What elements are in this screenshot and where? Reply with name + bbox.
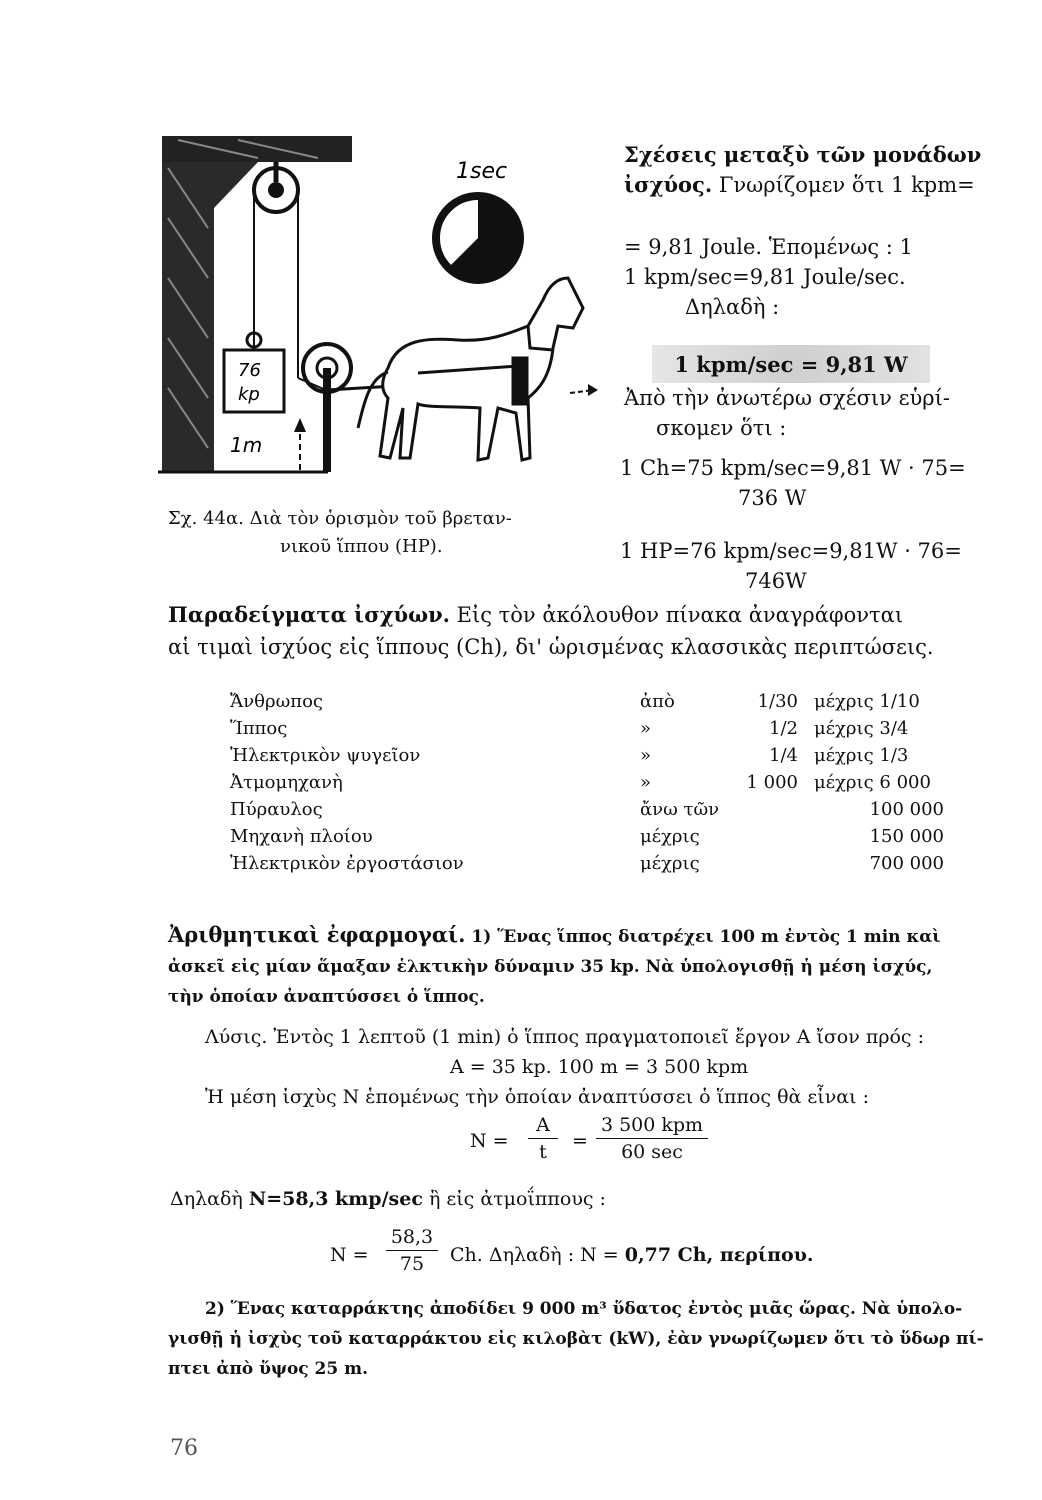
applications-heading: Ἀριθμητικαὶ ἐφαρμογαί. — [168, 922, 466, 947]
table-row — [230, 823, 944, 850]
row-name: Ἠλεκτρικὸν ἐργοστάσιον — [230, 853, 464, 874]
equation-hp-result: 746W — [745, 569, 807, 593]
caption-line-2: νικοῦ ἵππου (HP). — [280, 536, 443, 557]
result-value: N=58,3 kmp/sec — [248, 1188, 423, 1210]
relations-heading-line — [624, 140, 984, 200]
relations-line-1: Γνωρίζομεν ὅτι 1 kpm= — [718, 173, 975, 197]
row-prefix: ἀπὸ — [640, 691, 675, 712]
fraction-work-over-time — [596, 1114, 708, 1163]
relations-line-5: Ἀπὸ τὴν ἀνωτέρω σχέσιν εὑρί- — [624, 386, 950, 410]
fraction-denominator: t — [539, 1141, 547, 1163]
page-number: 76 — [170, 1436, 198, 1461]
row-name: Πύραυλος — [230, 799, 323, 820]
row-to: 1/3 — [879, 745, 909, 766]
row-value: 700 000 — [869, 853, 944, 874]
solution-label: Λύσις. — [205, 1026, 268, 1048]
row-prefix: μέχρις — [640, 853, 700, 874]
row-to: 6 000 — [879, 772, 931, 793]
application-1-line-3: τὴν ὁποίαν ἀναπτύσσει ὁ ἵππος. — [168, 987, 485, 1007]
application-1-text-1: 1) Ἕνας ἵππος διατρέχει 100 m ἐντὸς 1 min καὶ — [471, 927, 941, 947]
weight-label-unit: kp — [238, 384, 260, 405]
solution-line-3: Ἡ μέση ἰσχὺς N ἑπομένως τὴν ὁποίαν ἀναπτύσσει ὁ ἵππος θὰ εἶναι : — [205, 1086, 869, 1108]
application-2-line-1: 2) Ἕνας καταρράκτης ἀποδίδει 9 000 m³ ὕδατος ἐντὸς μιᾶς ὥρας. Νὰ ὑπολο- — [205, 1299, 963, 1319]
row-name: Ἠλεκτρικὸν ψυγεῖον — [230, 745, 421, 766]
examples-text-1: Εἰς τὸν ἀκόλουθον πίνακα ἀναγράφονται — [456, 603, 904, 627]
row-until-word: μέχρις — [814, 691, 874, 712]
examples-paragraph-line-1 — [168, 600, 988, 630]
result-prefix: Δηλαδὴ — [170, 1188, 243, 1210]
horse-power-illustration — [158, 128, 598, 478]
row-to: 1/10 — [879, 691, 920, 712]
weight-label-value: 76 — [238, 360, 261, 381]
row-from: 1 000 — [746, 772, 798, 793]
examples-heading: Παραδείγματα ἰσχύων. — [168, 602, 450, 627]
solution-text-1: Ἐντὸς 1 λεπτοῦ (1 min) ὁ ἵππος πραγματοποιεῖ ἔργον A ἴσον πρός : — [273, 1026, 925, 1048]
clock-label: 1sec — [456, 159, 508, 184]
table-row — [230, 688, 944, 715]
solution-line-1 — [205, 1022, 1025, 1052]
application-1-line-1 — [168, 920, 988, 952]
solution-line-2: A = 35 kp. 100 m = 3 500 kpm — [450, 1056, 749, 1078]
application-2-line-3: πτει ἀπὸ ὕψος 25 m. — [168, 1359, 369, 1379]
table-row — [230, 850, 944, 877]
power-values-table — [230, 688, 944, 877]
equation-ch-result: 736 W — [738, 486, 807, 510]
brace — [214, 162, 258, 208]
equation-hp: 1 HP=76 kpm/sec=9,81W · 76= — [620, 539, 962, 563]
table-row — [230, 796, 944, 823]
row-from: 1/4 — [769, 745, 798, 766]
result-line — [170, 1188, 606, 1210]
formula-2-rest — [450, 1244, 870, 1266]
row-name: Ἄνθρωπος — [230, 691, 323, 712]
equation-ch: 1 Ch=75 kpm/sec=9,81 W · 75= — [620, 456, 966, 480]
row-prefix: » — [640, 718, 652, 739]
table-row — [230, 715, 944, 742]
relations-line-4: Δηλαδὴ : — [685, 295, 780, 319]
formula-1-equals: = — [572, 1130, 588, 1152]
fraction-numerator: A — [536, 1114, 550, 1136]
caption-line-1: Σχ. 44α. Διὰ τὸν ὁρισμὸν τοῦ βρεταν- — [168, 508, 512, 529]
fraction-numerator: 3 500 kpm — [600, 1114, 704, 1136]
row-prefix: μέχρις — [640, 826, 700, 847]
fraction-denominator: 75 — [399, 1253, 425, 1275]
wooden-post — [162, 162, 214, 472]
fraction-numerator: 58,3 — [390, 1226, 434, 1248]
relations-line-3: 1 kpm/sec=9,81 Joule/sec. — [624, 265, 906, 289]
row-to: 3/4 — [879, 718, 909, 739]
row-until-word: μέχρις — [814, 745, 874, 766]
examples-text-2: αἱ τιμαὶ ἰσχύος εἰς ἵππους (Ch), δι' ὡρισμένας κλασσικὰς περιπτώσεις. — [168, 635, 934, 659]
row-from: 1/30 — [757, 691, 798, 712]
table-row — [230, 769, 944, 796]
fraction-a-over-t — [528, 1114, 558, 1163]
row-value: 150 000 — [869, 826, 944, 847]
figure-caption — [168, 505, 588, 561]
highlighted-formula: 1 kpm/sec = 9,81 W — [652, 345, 930, 383]
pulley-post — [323, 368, 331, 472]
relations-heading: Σχέσεις μεταξὺ τῶν μονάδων ἰσχύος. — [624, 142, 982, 197]
fraction-denominator: 60 sec — [621, 1141, 683, 1163]
row-prefix: ἄνω τῶν — [640, 799, 720, 820]
row-prefix: » — [640, 745, 652, 766]
fraction-58-over-75 — [386, 1226, 438, 1275]
relations-line-2: = 9,81 Joule. Ἑπομένως : 1 — [624, 235, 913, 259]
relations-line-6: σκομεν ὅτι : — [656, 416, 787, 440]
horse-drawing — [358, 278, 583, 460]
row-prefix: » — [640, 772, 652, 793]
height-label: 1m — [230, 433, 263, 457]
formula-1-lhs: N = — [470, 1130, 509, 1152]
row-name: Μηχανὴ πλοίου — [230, 826, 373, 847]
formula-2-value: 0,77 Ch, περίπου. — [624, 1244, 814, 1266]
application-2-line-2: γισθῇ ἡ ἰσχὺς τοῦ καταρράκτου εἰς κιλοβὰτ (kW), ἐὰν γνωρίζωμεν ὅτι τὸ ὕδωρ πί- — [168, 1329, 984, 1349]
row-name: Ἵππος — [230, 718, 288, 739]
result-suffix: ἢ εἰς ἀτμοΐππους : — [428, 1188, 606, 1210]
row-until-word: μέχρις — [814, 772, 874, 793]
formula-2-lhs: N = — [330, 1244, 369, 1266]
row-name: Ἀτμομηχανὴ — [230, 772, 343, 793]
row-value: 100 000 — [869, 799, 944, 820]
application-1-line-2: ἀσκεῖ εἰς μίαν ἅμαξαν ἑλκτικὴν δύναμιν 35 kp. Νὰ ὑπολογισθῇ ἡ μέση ἰσχύς, — [168, 957, 933, 977]
row-from: 1/2 — [769, 718, 798, 739]
row-until-word: μέχρις — [814, 718, 874, 739]
table-row — [230, 742, 944, 769]
formula-2-text: Ch. Δηλαδὴ : N = — [450, 1244, 619, 1266]
